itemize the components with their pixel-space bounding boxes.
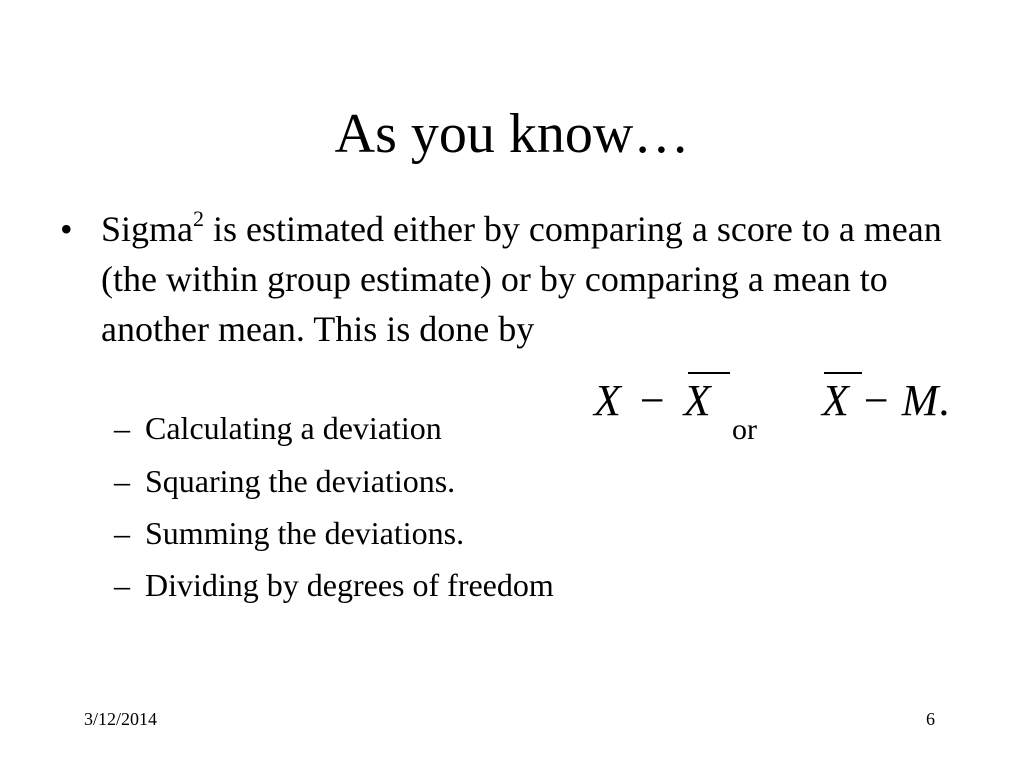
formula-2-operator: −: [863, 376, 889, 425]
sub-bullet-squaring: [114, 461, 455, 501]
sub-bullet-calculating: [114, 408, 442, 448]
formula-1-right: X: [683, 376, 711, 425]
sub-bullet-label: Dividing by degrees of freedom: [145, 567, 554, 603]
sub-bullet-dash: –: [114, 567, 130, 603]
sub-bullet-dash: –: [114, 410, 130, 446]
formula-1-overline: [688, 372, 730, 374]
footer-date: 3/12/2014: [84, 709, 158, 729]
bullet-text-rest: is estimated either by comparing a score to a mean (the within group estimate) or by comparing a mean to another mean. This is done by: [101, 209, 942, 349]
sub-bullet-dividing: [114, 565, 554, 605]
bullet-text-start: Sigma: [101, 209, 194, 249]
sub-bullet-label: Squaring the deviations.: [145, 463, 456, 499]
bullet-marker: •: [60, 209, 73, 249]
slide-title: As you know…: [334, 103, 690, 165]
footer-page-number: 6: [926, 709, 935, 729]
formula-1-operator: −: [639, 376, 665, 425]
sub-bullet-dash: –: [114, 515, 130, 551]
main-bullet-text: [101, 204, 961, 354]
sub-bullet-dash: –: [114, 463, 130, 499]
formula-2-period: .: [938, 376, 950, 425]
sub-bullet-label: Calculating a deviation: [145, 410, 442, 446]
formula-2-right: M: [901, 376, 939, 425]
sub-bullet-summing: [114, 513, 464, 553]
superscript: 2: [193, 206, 205, 231]
formula-2-left: X: [822, 376, 849, 425]
formula-mean-minus-grand-mean: [822, 376, 949, 426]
formula-score-minus-mean: [594, 376, 711, 426]
formula-2-overline: [824, 372, 862, 374]
or-connector: or: [732, 413, 757, 446]
formula-1-left: X: [594, 376, 621, 425]
sub-bullet-label: Summing the deviations.: [145, 515, 465, 551]
